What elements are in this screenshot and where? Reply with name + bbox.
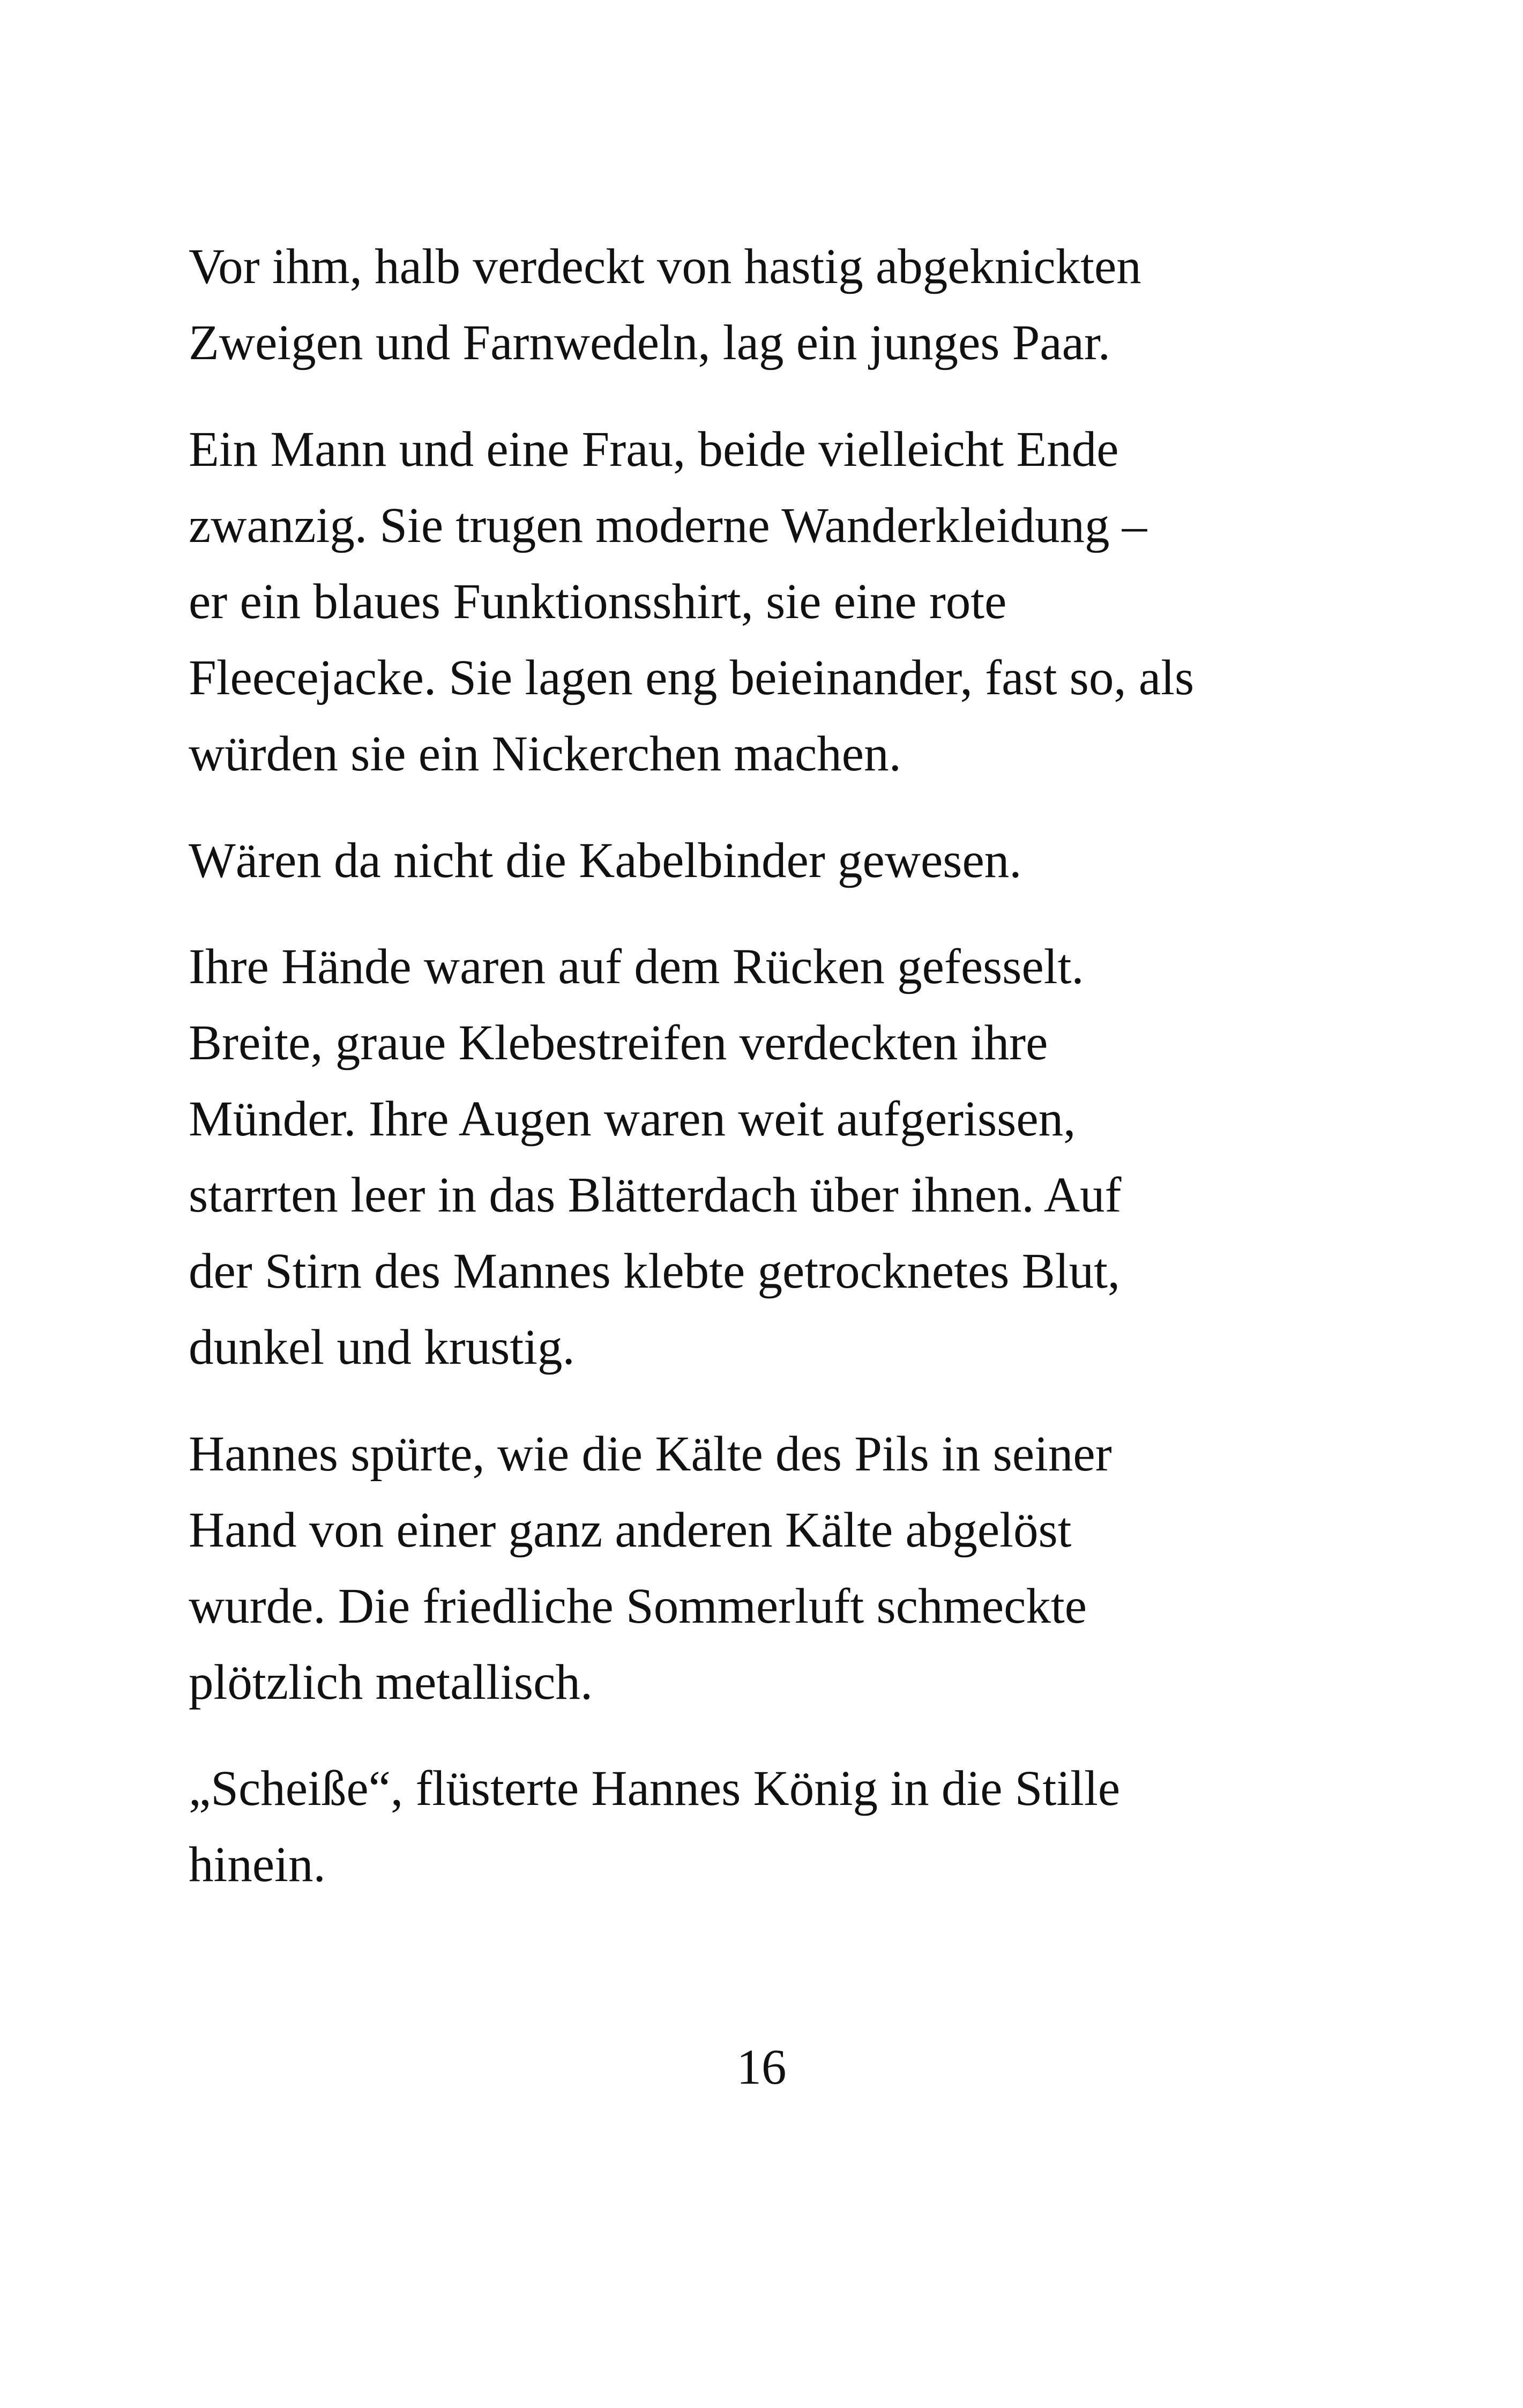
text-line: der Stirn des Mannes klebte getrocknetes Blut,	[189, 1244, 1121, 1299]
text-line: starrten leer in das Blätterdach über ihnen. Auf	[189, 1168, 1122, 1223]
paragraph	[189, 1416, 1112, 1721]
text-line: dunkel und krustig.	[189, 1320, 575, 1375]
text-line: Fleecejacke. Sie lagen eng beieinander, fast so, als	[189, 650, 1194, 705]
text-line: Zweigen und Farnwedeln, lag ein junges Paar.	[189, 315, 1111, 370]
text-line: Breite, graue Klebestreifen verdeckten ihre	[189, 1015, 1048, 1071]
paragraph	[189, 929, 1122, 1386]
text-line: würden sie ein Nickerchen machen.	[189, 726, 901, 782]
text-line: plötzlich metallisch.	[189, 1655, 593, 1710]
text-line: Ein Mann und eine Frau, beide vielleicht Ende	[189, 422, 1119, 477]
text-line: Ihre Hände waren auf dem Rücken gefesselt.	[189, 939, 1084, 994]
paragraph	[189, 823, 1021, 899]
text-line: zwanzig. Sie trugen moderne Wanderkleidung –	[189, 498, 1147, 553]
text-line: er ein blaues Funktionsshirt, sie eine rote	[189, 574, 1007, 629]
text-line: „Scheiße“, flüsterte Hannes König in die Stille	[189, 1761, 1121, 1816]
text-line: Hannes spürte, wie die Kälte des Pils in seiner	[189, 1426, 1112, 1482]
text-line: Münder. Ihre Augen waren weit aufgerissen,	[189, 1091, 1076, 1147]
text-line: Vor ihm, halb verdeckt von hastig abgeknickten	[189, 239, 1141, 294]
text-line: hinein.	[189, 1837, 326, 1892]
text-line: Wären da nicht die Kabelbinder gewesen.	[189, 833, 1022, 888]
paragraph	[189, 412, 1194, 792]
text-line: Hand von einer ganz anderen Kälte abgelöst	[189, 1503, 1072, 1558]
page-number: 16	[736, 2040, 787, 2095]
paragraph	[189, 229, 1141, 381]
paragraph	[189, 1751, 1120, 1903]
text-line: wurde. Die friedliche Sommerluft schmeckte	[189, 1579, 1087, 1634]
